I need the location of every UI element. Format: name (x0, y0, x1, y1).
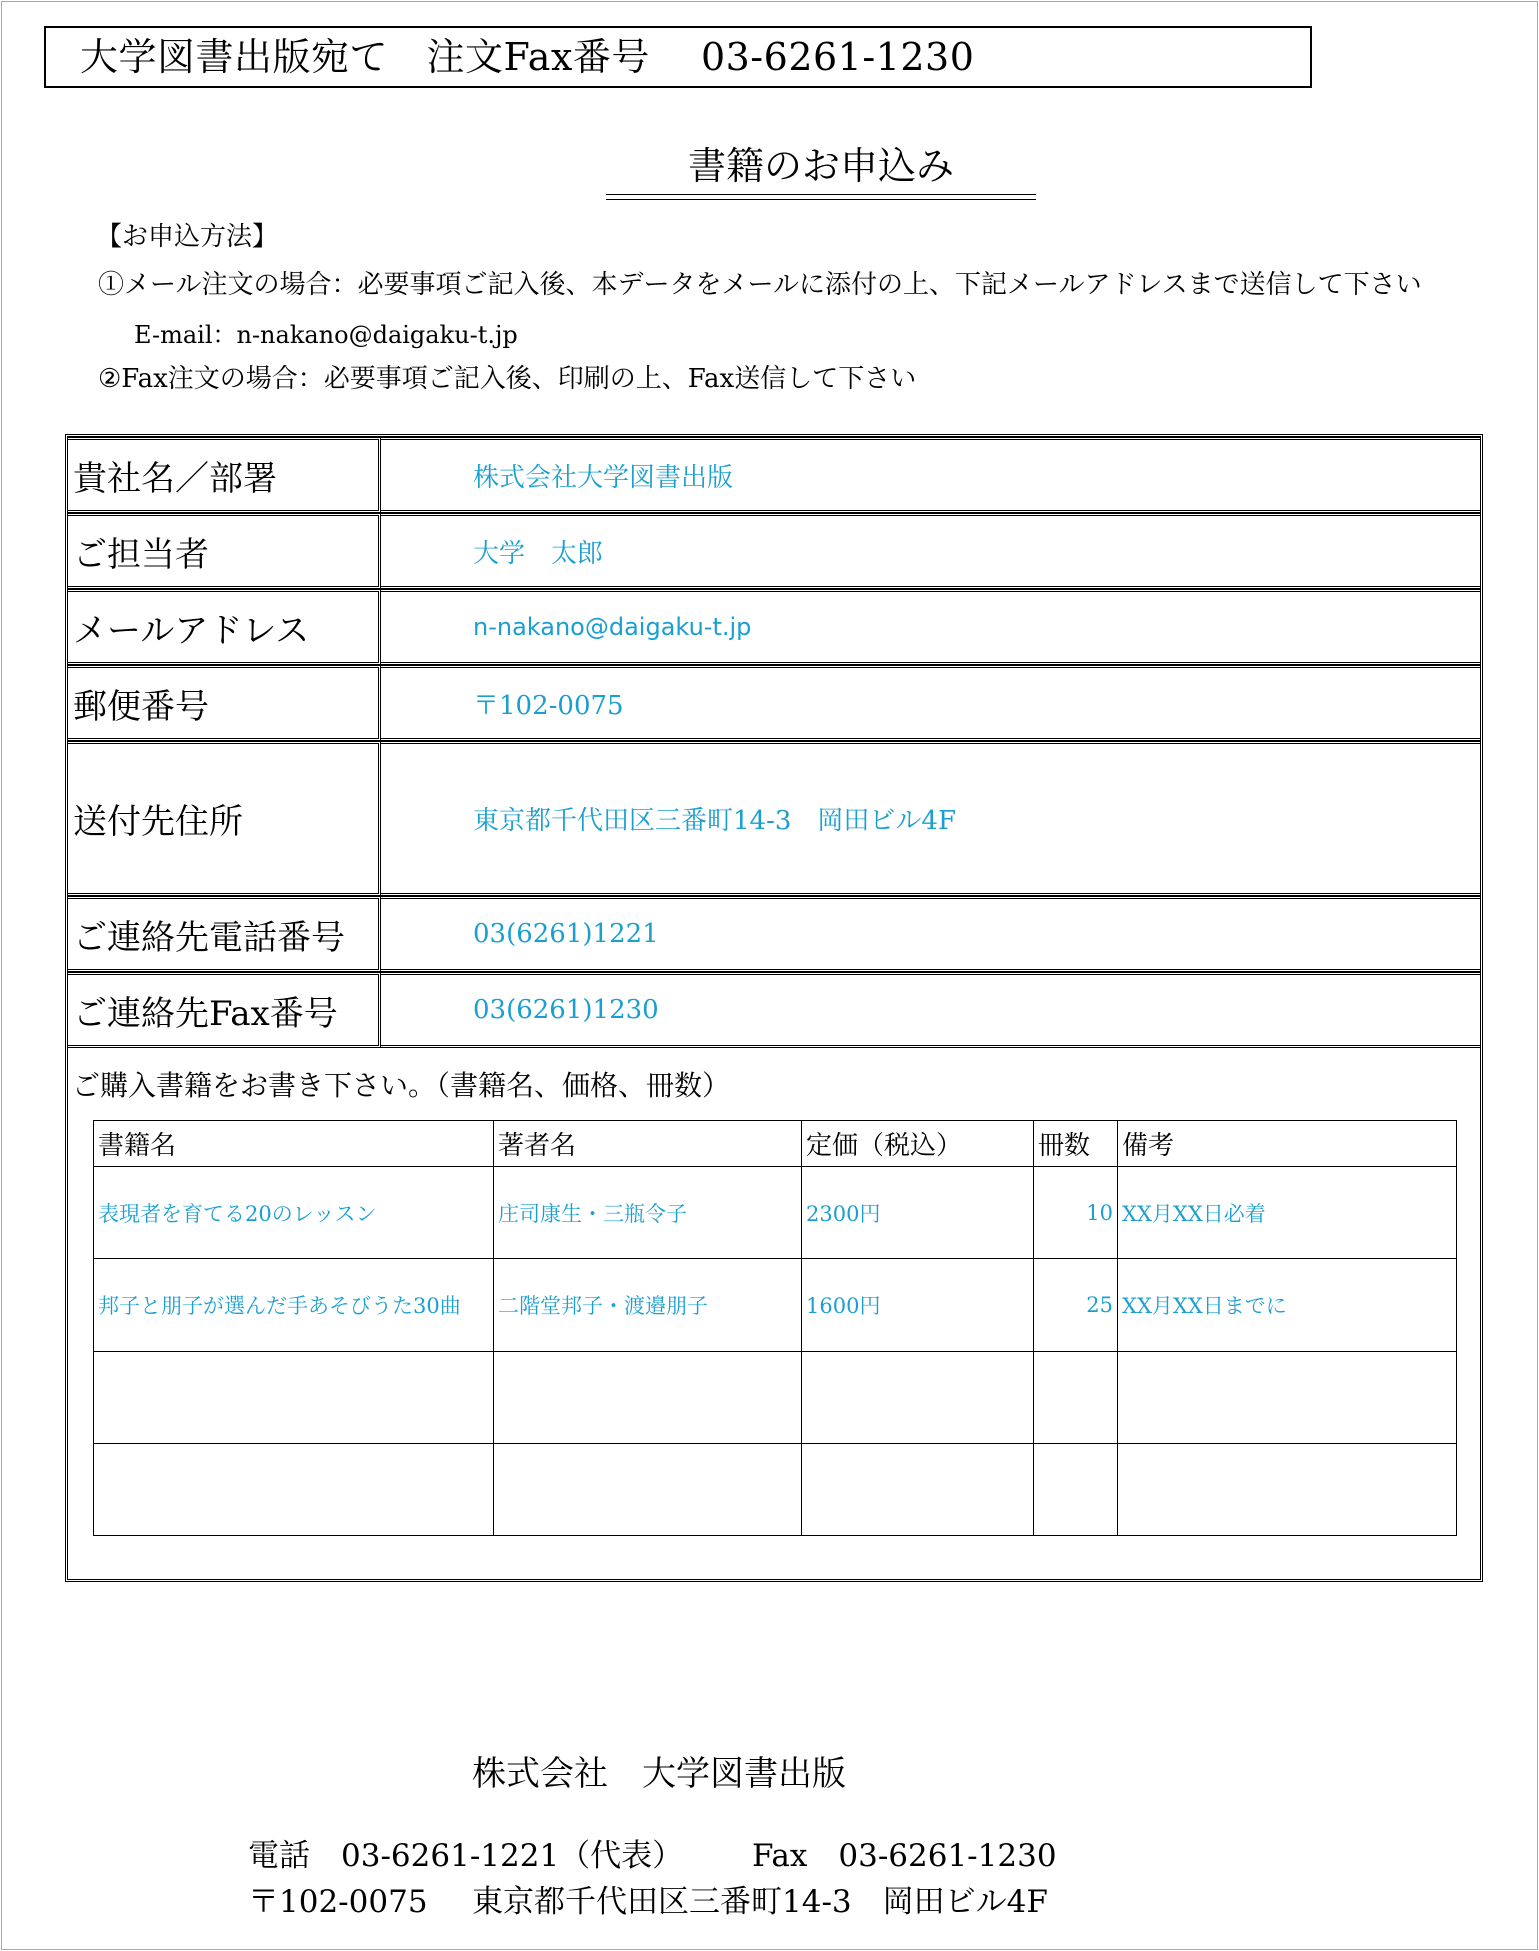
email-field[interactable]: n-nakano@daigaku-t.jp (381, 589, 1481, 665)
books-header-row (94, 1121, 1457, 1167)
book-price-cell[interactable]: 2300円 (802, 1167, 1034, 1259)
book-title-cell[interactable]: 邦子と朋子が選んだ手あそびうた30曲 (94, 1259, 494, 1351)
zip-row (67, 665, 1481, 741)
title-underline (606, 194, 1036, 200)
table-row (94, 1351, 1457, 1443)
book-author-cell[interactable] (494, 1443, 802, 1535)
phone-row (67, 896, 1481, 972)
book-price-cell[interactable] (802, 1443, 1034, 1535)
purchase-instruction: ご購入書籍をお書き下さい。（書籍名、価格、冊数） (72, 1069, 731, 1102)
table-row (94, 1167, 1457, 1259)
person-row (67, 513, 1481, 589)
book-quantity-cell[interactable]: 10 (1034, 1167, 1118, 1259)
method-email-address: E-mail：n-nakano@daigaku-t.jp (134, 321, 518, 349)
book-author-cell[interactable]: 庄司康生・三瓶令子 (494, 1167, 802, 1259)
fax-banner: 大学図書出版宛て 注文Fax番号 03-6261-1230 (44, 26, 1312, 88)
book-title-cell[interactable]: 表現者を育てる20のレッスン (94, 1167, 494, 1259)
address-row (67, 741, 1481, 896)
books-table (93, 1120, 1457, 1536)
book-quantity-cell[interactable] (1034, 1443, 1118, 1535)
fax-row (67, 972, 1481, 1048)
address-label: 送付先住所 (67, 741, 381, 896)
book-title-cell[interactable] (94, 1351, 494, 1443)
fax-field[interactable]: 03(6261)1230 (381, 972, 1481, 1048)
table-row (94, 1443, 1457, 1535)
footer-phone: 電話 03-6261-1221（代表） (248, 1838, 684, 1874)
address-field[interactable]: 東京都千代田区三番町14-3 岡田ビル4F (381, 741, 1481, 896)
email-row (67, 589, 1481, 665)
method-fax-instruction: ②Fax注文の場合：必要事項ご記入後、印刷の上、Fax送信して下さい (98, 364, 917, 394)
company-row (67, 437, 1481, 513)
col-header-author: 著者名 (494, 1121, 802, 1167)
company-field[interactable]: 株式会社大学図書出版 (381, 437, 1481, 513)
col-header-title: 書籍名 (94, 1121, 494, 1167)
page-title: 書籍のお申込み (687, 144, 954, 188)
company-label: 貴社名／部署 (67, 437, 381, 513)
book-author-cell[interactable] (494, 1351, 802, 1443)
person-label: ご担当者 (67, 513, 381, 589)
book-notes-cell[interactable]: XX月XX日必着 (1118, 1167, 1457, 1259)
zip-field[interactable]: 〒102-0075 (381, 665, 1481, 741)
table-row (94, 1259, 1457, 1351)
footer-fax: Fax 03-6261-1230 (752, 1838, 1057, 1874)
book-notes-cell[interactable] (1118, 1443, 1457, 1535)
phone-label: ご連絡先電話番号 (67, 896, 381, 972)
method-email-instruction: ①メール注文の場合：必要事項ご記入後、本データをメールに添付の上、下記メールアドレスまで送信して下さい (98, 270, 1422, 300)
phone-field[interactable]: 03(6261)1221 (381, 896, 1481, 972)
method-heading: 【お申込方法】 (96, 222, 279, 252)
book-notes-cell[interactable] (1118, 1351, 1457, 1443)
email-label: メールアドレス (67, 589, 381, 665)
book-author-cell[interactable]: 二階堂邦子・渡邉朋子 (494, 1259, 802, 1351)
zip-label: 郵便番号 (67, 665, 381, 741)
footer-zip: 〒102-0075 (248, 1884, 428, 1920)
book-quantity-cell[interactable] (1034, 1351, 1118, 1443)
book-title-cell[interactable] (94, 1443, 494, 1535)
person-field[interactable]: 大学 太郎 (381, 513, 1481, 589)
col-header-quantity: 冊数 (1034, 1121, 1118, 1167)
book-price-cell[interactable]: 1600円 (802, 1259, 1034, 1351)
book-quantity-cell[interactable]: 25 (1034, 1259, 1118, 1351)
footer-company-name: 株式会社 大学図書出版 (472, 1754, 846, 1794)
book-price-cell[interactable] (802, 1351, 1034, 1443)
col-header-notes: 備考 (1118, 1121, 1457, 1167)
footer-address: 東京都千代田区三番町14-3 岡田ビル4F (472, 1884, 1048, 1920)
col-header-price: 定価（税込） (802, 1121, 1034, 1167)
fax-label: ご連絡先Fax番号 (67, 972, 381, 1048)
book-notes-cell[interactable]: XX月XX日までに (1118, 1259, 1457, 1351)
